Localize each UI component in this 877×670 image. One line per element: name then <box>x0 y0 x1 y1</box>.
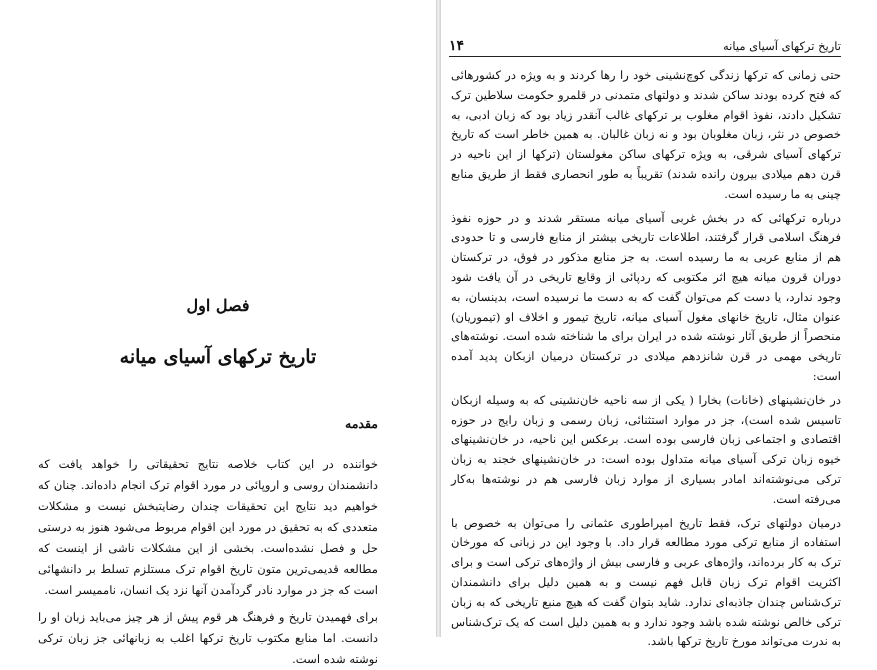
right-page <box>441 0 877 649</box>
paragraph: خواننده در این کتاب خلاصه نتایج تحقیقاتی را خواهد یافت که دانشمندان روسی و اروپائی در مورد اقوام ترک انجام داده‌اند. چنان که خواهیم دید نتایج این تحقیقات چندان رضایتبخش نیست و مشکلات متعددی که به تحقیق در مورد این اقوام مربوط می‌شود هنوز به درستی حل و فصل نشده‌است. بخشی از این مشکلات ناشی از اینست که مطالعه قدیمی‌ترین متون تاریخ اقوام ترک مستلزم تسلط بر دانشهائی است که جز در موارد نادر گردآمدن آنها نزد یک انسان، ناممیسر است. <box>38 457 378 597</box>
paragraph: حتی زمانی که ترکها زندگی کوچ‌نشینی خود را رها کردند و به ویژه در کشورهائی که فتح کرده بودند ساکن شدند و دولتهای متمدنی در قلمرو حکومت سلاطین ترک تشکیل دادند، نفوذ اقوام مغلوب بر ترکهای غالب آنقدر زیاد بود که زبان ادبی، به خصوص در نثر، زبان مغلوبان بود و نه زبان غالبان. به همین خاطر است که تاریخ ترکهای آسیای شرقی، به ویژه ترکهای ساکن مغولستان (ترکها از این ناحیه در قرن دهم میلادی بیرون رانده شدند) تقریباً به طور انحصاری فقط از طریق منابع چینی به ما رسیده است. <box>451 68 841 201</box>
running-title: تاریخ ترکهای آسیای میانه <box>723 39 841 53</box>
left-page <box>0 0 436 666</box>
paragraph: در خان‌نشینهای (خانات) بخارا ( یکی از سه ناحیه خان‌نشینی که به وسیله ازبکان تاسیس شده است)، جز در موارد استثنائی، زبان رسمی و زبان رایج در حوزه اقتصادی و اجتماعی زبان فارسی بوده است. برعکس این ناحیه، در خان‌نشینهای خیوه زبان ترکی آسیای میانه متداول بوده است: در خان‌نشینهای خجند به زبان ترکی می‌نوشته‌اند امادر بسیاری از موارد زبان فارسی هم در نوشته‌ها به‌کار می‌رفته است. <box>451 392 841 506</box>
page-number: ۱۴ <box>449 38 465 54</box>
intro-heading: مقدمه <box>345 416 378 431</box>
paragraph: درمیان دولتهای ترک، فقط تاریخ امپراطوری عثمانی را می‌توان به خصوص با استفاده از منابع ترکی مورد مطالعه قرار داد. با وجود این در زبانی که مورخان ترک به کار برده‌اند، واژه‌های عربی و فارسی بیش از واژه‌های ترکی است و برای اکثریت اقوام ترک زبان قابل فهم نیست و به همین دلیل برای دانشمندان ترک‌شناس چندان جاذبه‌ای ندارد. شاید بتوان گفت که هیچ منبع تاریخی که به زبان ترکی خالص نوشته شده باشد وجود ندارد و به همین دلیل است که یک ترک‌شناس به ندرت می‌تواند مورخ تاریخ ترکها باشد. <box>451 515 841 649</box>
chapter-label: فصل اول <box>186 296 250 315</box>
paragraph: درباره ترکهائی که در بخش غربی آسیای میانه مستقر شدند و در حوزه نفوذ فرهنگ اسلامی قرار گرفتند، اطلاعات تاریخی بیشتر از منابع فارسی و تا حدودی هم از منابع عربی به ما رسیده است. به جز منابع مذکور در فوق، در ترکستان دوران قرون میانه هیچ اثر مکتوبی که ردپائی از وقایع تاریخی در آن یافت شود وجود ندارد، یا دست کم می‌توان گفت که به دست ما نرسیده است، بدینسان، به عنوان مثال، تاریخ خانهای مغول آسیای میانه، تاریخ تیمور و اخلاف او (تیموریان) منحصراً از طریق آثار نوشته شده در ایران برای ما شناخته شده است. نوشته‌های تاریخی مهمی در قرن شانزدهم میلادی در ترکستان درمیان ازبکان پدید آمده است: <box>451 210 841 383</box>
chapter-title: تاریخ ترکهای آسیای میانه <box>119 346 317 368</box>
running-header <box>449 38 841 57</box>
right-body-text <box>451 66 841 652</box>
paragraph: برای فهمیدن تاریخ و فرهنگ هر قوم پیش از هر چیز می‌باید زبان او را دانست. اما منابع مکتوب تاریخ ترکها اغلب به زبانهائی جز زبان ترکی نوشته شده است. <box>38 610 378 666</box>
left-body-text <box>38 454 378 670</box>
